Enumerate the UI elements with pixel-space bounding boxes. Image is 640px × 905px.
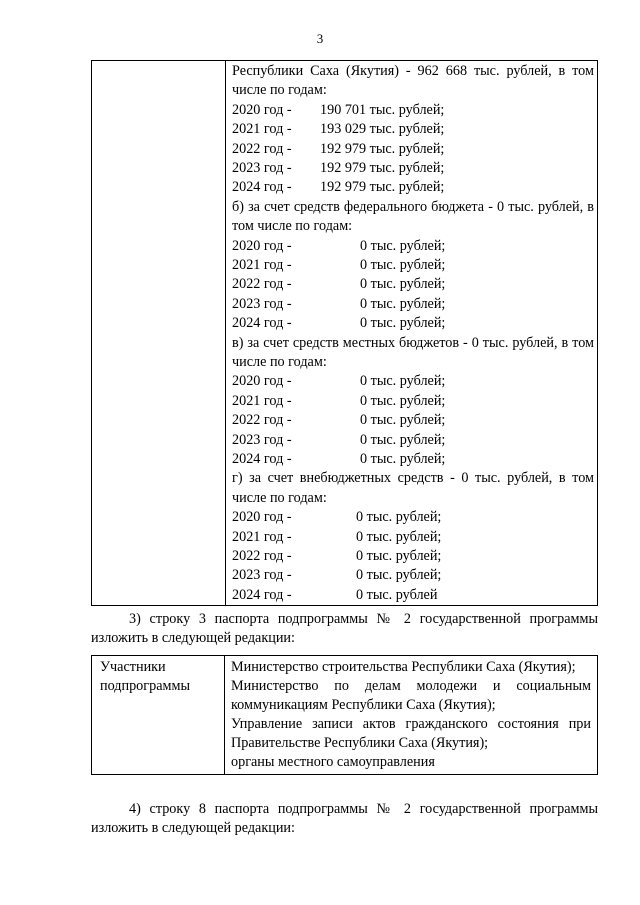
local-years-list [232,372,594,469]
year-row: 2020 год - 190 701 тыс. рублей; [232,101,445,118]
page-number: 3 [316,31,324,46]
participant-line: Министерство по делам молодежи и социальным коммуникациям Республики Саха (Якутия); [231,678,591,713]
year-row: 2022 год - 0 тыс. рублей; [232,547,442,564]
year-row: 2022 год - 192 979 тыс. рублей; [232,140,445,157]
year-row: 2021 год - 0 тыс. рублей; [232,256,446,273]
year-row: 2020 год - 0 тыс. рублей; [232,373,446,390]
funding-table [91,60,598,606]
local-budget-heading: в) за счет средств местных бюджетов - 0 тыс. рублей, в том числе по годам: [232,334,594,370]
year-row: 2021 год - 193 029 тыс. рублей; [232,121,445,138]
participants-list [225,656,598,775]
federal-budget-heading: б) за счет средств федерального бюджета - 0 тыс. рублей, в том числе по годам: [232,198,594,235]
year-row: 2022 год - 0 тыс. рублей; [232,412,446,429]
year-row: 2023 год - 0 тыс. рублей; [232,431,446,448]
paragraph-3: 3) строку 3 паспорта подпрограммы № 2 государственной программы изложить в следующей редакции: [91,611,598,646]
year-row: 2020 год - 0 тыс. рублей; [232,237,446,254]
participant-line: органы местного самоуправления [231,754,435,770]
year-row: 2023 год - 192 979 тыс. рублей; [232,159,445,176]
year-row: 2023 год - 0 тыс. рублей; [232,295,446,312]
offbudget-years-list [232,508,594,605]
funding-table-label-cell [92,61,226,606]
participant-line: Министерство строительства Республики Саха (Якутия); [231,659,576,675]
republic-years-list [232,101,594,198]
year-row: 2021 год - 0 тыс. рублей; [232,392,446,409]
year-row: 2021 год - 0 тыс. рублей; [232,528,442,545]
offbudget-heading: г) за счет внебюджетных средств - 0 тыс. рублей, в том числе по годам: [232,470,594,506]
year-row: 2024 год - 0 тыс. рублей [232,586,438,603]
year-row: 2022 год - 0 тыс. рублей; [232,276,446,293]
year-row: 2024 год - 192 979 тыс. рублей; [232,179,445,196]
federal-years-list [232,237,594,334]
funding-table-content-cell [226,61,598,606]
year-row: 2020 год - 0 тыс. рублей; [232,509,442,526]
participants-label: Участники подпрограммы [92,656,225,775]
year-row: 2024 год - 0 тыс. рублей; [232,315,446,332]
paragraph-4: 4) строку 8 паспорта подпрограммы № 2 государственной программы изложить в следующей редакции: [91,801,598,836]
year-row: 2024 год - 0 тыс. рублей; [232,450,446,467]
year-row: 2023 год - 0 тыс. рублей; [232,567,442,584]
participants-table [91,655,598,775]
republic-budget-intro: Республики Саха (Якутия) - 962 668 тыс. рублей, в том числе по годам: [232,63,594,99]
participant-line: Управление записи актов гражданского состояния при Правительстве Республики Саха (Якутия); [231,716,591,751]
